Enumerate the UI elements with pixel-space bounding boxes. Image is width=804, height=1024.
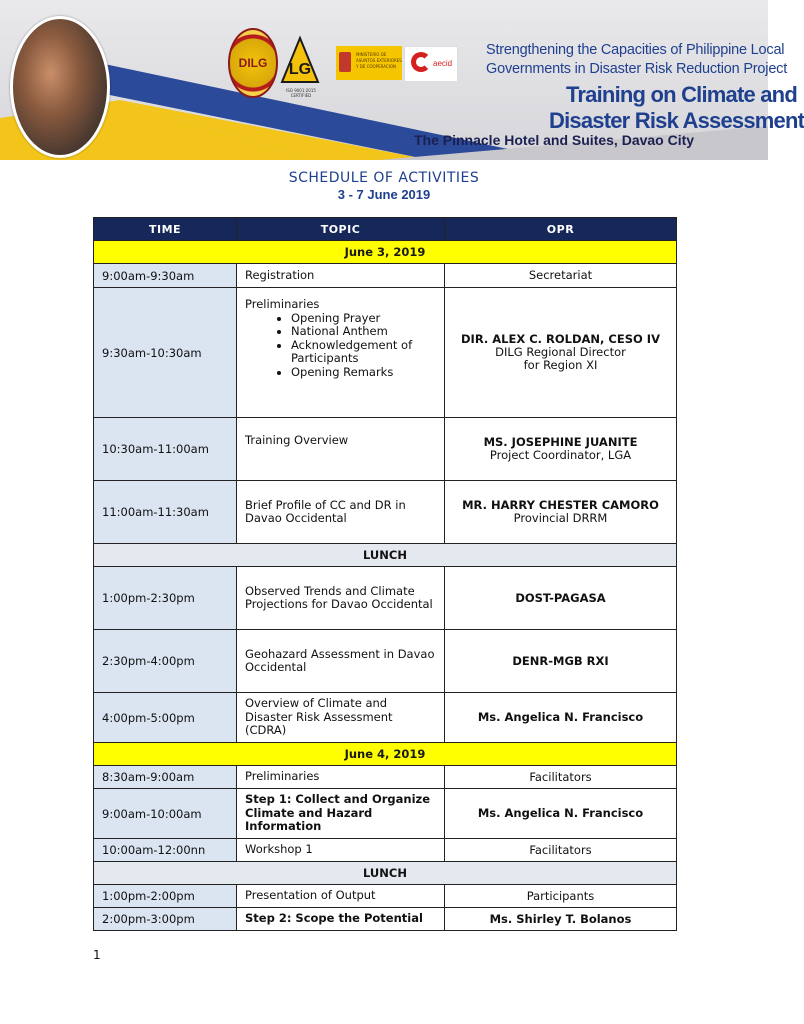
opr-title: Provincial DRRM bbox=[513, 511, 608, 525]
aecid-c-icon bbox=[411, 52, 431, 72]
project-tagline-line2: Governments in Disaster Risk Reduction Project bbox=[486, 61, 788, 77]
table-row bbox=[94, 481, 677, 544]
list-item: • Opening Remarks bbox=[291, 366, 436, 380]
table-row bbox=[94, 264, 677, 288]
table-row bbox=[94, 630, 677, 693]
dilg-logo bbox=[228, 28, 278, 98]
opr-title: DILG Regional Director bbox=[495, 345, 626, 359]
column-header-topic: TOPIC bbox=[237, 218, 445, 241]
opr-cell bbox=[445, 288, 677, 418]
topic-cell: Training Overview bbox=[237, 418, 445, 481]
topic-cell: Brief Profile of CC and DR in Davao Occidental bbox=[237, 481, 445, 544]
column-header-time: TIME bbox=[94, 218, 237, 241]
day-label: June 3, 2019 bbox=[94, 241, 677, 264]
training-photo bbox=[10, 16, 110, 158]
opr-cell: Ms. Shirley T. Bolanos bbox=[445, 908, 677, 931]
opr-name: DIR. ALEX C. ROLDAN, CESO IV bbox=[461, 332, 660, 346]
topic-cell bbox=[237, 288, 445, 418]
table-row bbox=[94, 839, 677, 862]
opr-cell bbox=[445, 418, 677, 481]
time-cell: 1:00pm-2:00pm bbox=[94, 885, 237, 908]
topic-cell: Workshop 1 bbox=[237, 839, 445, 862]
lunch-label: LUNCH bbox=[94, 862, 677, 885]
topic-cell: Geohazard Assessment in Davao Occidental bbox=[237, 630, 445, 693]
time-cell: 9:00am-10:00am bbox=[94, 789, 237, 839]
training-title-line1: Training on Climate and bbox=[566, 82, 797, 107]
column-header-opr: OPR bbox=[445, 218, 677, 241]
list-item: • Acknowledgement of Participants bbox=[291, 339, 436, 366]
list-item: • Opening Prayer bbox=[291, 312, 436, 326]
opr-cell: Ms. Angelica N. Francisco bbox=[445, 789, 677, 839]
schedule-table bbox=[93, 217, 677, 931]
project-tagline-line1: Strengthening the Capacities of Philippine Local bbox=[486, 42, 785, 58]
time-cell: 4:00pm-5:00pm bbox=[94, 693, 237, 743]
opr-cell: Facilitators bbox=[445, 766, 677, 789]
time-cell: 9:00am-9:30am bbox=[94, 264, 237, 288]
day-row bbox=[94, 743, 677, 766]
lunch-row bbox=[94, 544, 677, 567]
opr-name: MR. HARRY CHESTER CAMORO bbox=[462, 498, 659, 512]
iso-certification: ISO 9001:2015 CERTIFIED bbox=[286, 88, 316, 98]
topic-cell: Overview of Climate and Disaster Risk Assessment (CDRA) bbox=[237, 693, 445, 743]
topic-cell: Step 1: Collect and Organize Climate and Hazard Information bbox=[237, 789, 445, 839]
table-row bbox=[94, 567, 677, 630]
svg-text:LG: LG bbox=[288, 61, 312, 78]
opr-cell bbox=[445, 481, 677, 544]
aecid-logo bbox=[404, 46, 458, 82]
lga-logo bbox=[280, 36, 320, 86]
day-label: June 4, 2019 bbox=[94, 743, 677, 766]
lunch-row bbox=[94, 862, 677, 885]
topic-cell: Step 2: Scope the Potential bbox=[237, 908, 445, 931]
time-cell: 9:30am-10:30am bbox=[94, 288, 237, 418]
spain-crest-icon bbox=[339, 52, 351, 72]
table-row bbox=[94, 418, 677, 481]
day-row bbox=[94, 241, 677, 264]
time-cell: 1:00pm-2:30pm bbox=[94, 567, 237, 630]
venue: The Pinnacle Hotel and Suites, Davao City bbox=[414, 132, 695, 148]
table-row bbox=[94, 288, 677, 418]
time-cell: 2:30pm-4:00pm bbox=[94, 630, 237, 693]
time-cell: 10:30am-11:00am bbox=[94, 418, 237, 481]
table-row bbox=[94, 693, 677, 743]
table-row bbox=[94, 766, 677, 789]
topic-cell: Observed Trends and Climate Projections for Davao Occidental bbox=[237, 567, 445, 630]
opr-cell: Secretariat bbox=[445, 264, 677, 288]
training-title-line2: Disaster Risk Assessment bbox=[549, 108, 804, 133]
opr-region: for Region XI bbox=[523, 358, 598, 372]
time-cell: 8:30am-9:00am bbox=[94, 766, 237, 789]
time-cell: 11:00am-11:30am bbox=[94, 481, 237, 544]
lunch-label: LUNCH bbox=[94, 544, 677, 567]
table-row bbox=[94, 885, 677, 908]
schedule-dates: 3 - 7 June 2019 bbox=[337, 187, 431, 202]
list-item: • National Anthem bbox=[291, 325, 436, 339]
schedule-title: SCHEDULE OF ACTIVITIES bbox=[288, 170, 480, 186]
table-header-row bbox=[94, 218, 677, 241]
spain-logo-text: MINISTERIO DE ASUNTOS EXTERIORES Y DE COOPERACION bbox=[356, 52, 402, 69]
time-cell: 10:00am-12:00nn bbox=[94, 839, 237, 862]
topic-cell: Preliminaries bbox=[237, 766, 445, 789]
opr-title: Project Coordinator, LGA bbox=[489, 448, 632, 462]
table-row bbox=[94, 789, 677, 839]
topic-cell: Presentation of Output bbox=[237, 885, 445, 908]
opr-cell: Ms. Angelica N. Francisco bbox=[445, 693, 677, 743]
opr-cell: DOST-PAGASA bbox=[445, 567, 677, 630]
aecid-logo-text: aecid bbox=[433, 59, 453, 68]
dilg-logo-text: DILG bbox=[238, 56, 268, 70]
opr-cell: Facilitators bbox=[445, 839, 677, 862]
opr-name: MS. JOSEPHINE JUANITE bbox=[483, 435, 638, 449]
page-number: 1 bbox=[93, 948, 101, 962]
spain-cooperation-logo bbox=[336, 46, 402, 80]
opr-cell: Participants bbox=[445, 885, 677, 908]
topic-heading: Preliminaries bbox=[245, 297, 320, 311]
time-cell: 2:00pm-3:00pm bbox=[94, 908, 237, 931]
preliminaries-list bbox=[245, 312, 436, 380]
opr-cell: DENR-MGB RXI bbox=[445, 630, 677, 693]
table-row bbox=[94, 908, 677, 931]
header-banner bbox=[0, 0, 804, 160]
topic-cell: Registration bbox=[237, 264, 445, 288]
